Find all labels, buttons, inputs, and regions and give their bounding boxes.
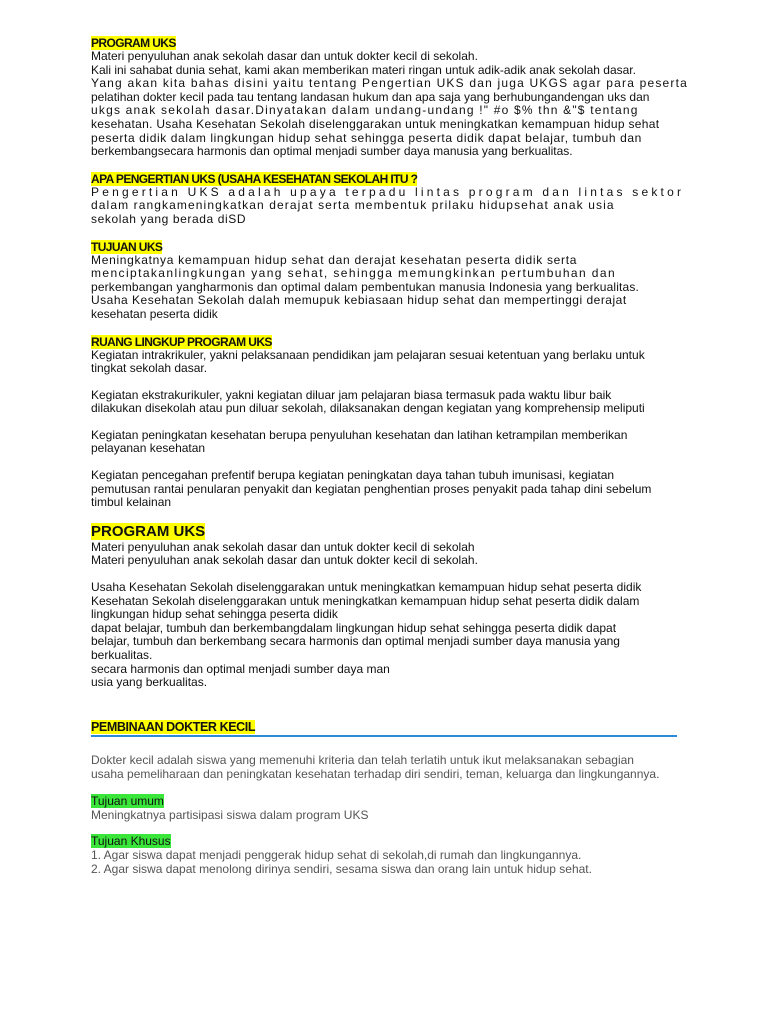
text-line: Kegiatan peningkatan kesehatan berupa penyuluhan kesehatan dan latihan ketrampilan memberikan [91, 427, 628, 442]
text-line: Materi penyuluhan anak sekolah dasar dan untuk dokter kecil di sekolah. [91, 49, 478, 63]
label-tujuan-umum: Tujuan umum [91, 793, 164, 808]
list-item: 2. Agar siswa dapat menolong dirinya sendiri, sesama siswa dan orang lain untuk hidup sehat. [91, 861, 592, 876]
text-line: usaha pemeliharaan dan peningkatan kesehatan terhadap diri sendiri, teman, keluarga dan lingkungannya. [91, 766, 660, 781]
text-line: lingkungan hidup sehat sehingga peserta didik [91, 607, 338, 622]
list-item: 1. Agar siswa dapat menjadi penggerak hidup sehat di sekolah,di rumah dan lingkungannya. [91, 847, 582, 862]
text-line: timbul kelainan [91, 495, 172, 510]
text-line: sekolah yang berada diSD [91, 211, 247, 226]
text-line: secara harmonis dan optimal menjadi sumber daya man [91, 661, 390, 676]
text-line: usia yang berkualitas. [91, 675, 208, 690]
text-line: kesehatan. Usaha Kesehatan Sekolah diselenggarakan untuk meningkatkan kemampuan hidup sehat [91, 116, 660, 131]
text-line: Meningkatnya partisipasi siswa dalam program UKS [91, 807, 369, 822]
text-line: Materi penyuluhan anak sekolah dasar dan untuk dokter kecil di sekolah [91, 539, 475, 554]
text-line: Materi penyuluhan anak sekolah dasar dan untuk dokter kecil di sekolah. [91, 553, 478, 568]
text-line: pelatihan dokter kecil pada tau tentang landasan hukum dan apa saja yang berhubungandengan uks dan [91, 89, 650, 104]
document-page [91, 36, 691, 876]
heading-program-uks: PROGRAM UKS [91, 36, 176, 50]
text-line: Meningkatnya kemampuan hidup sehat dan derajat kesehatan peserta didik serta [91, 252, 578, 267]
text-line: peserta didik dalam lingkungan hidup sehat sehingga peserta didik dapat belajar, tumbuh dan [91, 130, 642, 145]
label-tujuan-khusus: Tujuan Khusus [91, 833, 171, 848]
text-line: tingkat sekolah dasar. [91, 361, 208, 376]
text-line: dapat belajar, tumbuh dan berkembangdalam lingkungan hidup sehat sehingga peserta didik dapat [91, 620, 617, 635]
text-line: kesehatan peserta didik [91, 306, 218, 321]
text-line: Kesehatan Sekolah diselenggarakan untuk meningkatkan kemampuan hidup sehat peserta didik dalam [91, 593, 640, 608]
text-line: Pengertian UKS adalah upaya terpadu lintas program dan lintas sektor [91, 184, 685, 199]
text-line: Dokter kecil adalah siswa yang memenuhi kriteria dan telah terlatih untuk ikut melaksanakan sebagian [91, 752, 634, 767]
text-line: Kegiatan pencegahan prefentif berupa kegiatan peningkatan daya tahan tubuh imunisasi, kegiatan [91, 468, 615, 483]
text-line: ukgs anak sekolah dasar.Dinyatakan dalam undang-undang !" #o $% thn &"$ tentang [91, 103, 639, 118]
text-line: Kali ini sahabat dunia sehat, kami akan memberikan materi ringan untuk adik-adik anak sekolah dasar. [91, 62, 636, 77]
heading-program-uks-large: PROGRAM UKS [91, 522, 206, 540]
text-line: pemutusan rantai penularan penyakit dan kegiatan penghentian proses penyakit pada tahap dini sebelum [91, 481, 652, 496]
heading-ruang-lingkup: RUANG LINGKUP PROGRAM UKS [91, 334, 272, 349]
text-line: Usaha Kesehatan Sekolah dalah memupuk kebiasaan hidup sehat dan mempertinggi derajat [91, 293, 627, 308]
text-line: berkembangsecara harmonis dan optimal menjadi sumber daya manusia yang berkualitas. [91, 144, 573, 159]
text-line: dalam rangkameningkatkan derajat serta membentuk prilaku hidupsehat anak usia [91, 198, 615, 213]
text-line: Kegiatan intrakrikuler, yakni pelaksanaan pendidikan jam pelajaran sesuai ketentuan yang berlaku untuk [91, 347, 645, 362]
heading-pembinaan-dokter-kecil [91, 720, 677, 737]
text-line: Yang akan kita bahas disini yaitu tentang Pengertian UKS dan juga UKGS agar para peserta [91, 76, 689, 91]
text-line: Usaha Kesehatan Sekolah diselenggarakan untuk meningkatkan kemampuan hidup sehat peserta didik [91, 580, 642, 595]
heading-tujuan-uks: TUJUAN UKS [91, 239, 163, 254]
text-line: menciptakanlingkungan yang sehat, sehingga memungkinkan pertumbuhan dan [91, 266, 617, 281]
text-line: pelayanan kesehatan [91, 441, 206, 456]
text-line: berkualitas. [91, 648, 153, 662]
text-line: Kegiatan ekstrakurikuler, yakni kegiatan diluar jam pelajaran biasa termasuk pada waktu libur baik [91, 387, 612, 402]
heading-apa-pengertian-uks: APA PENGERTIAN UKS (USAHA KESEHATAN SEKOLAH ITU ? [91, 171, 418, 186]
heading-pembinaan-text: PEMBINAAN DOKTER KECIL [91, 719, 256, 734]
text-line: dilakukan disekolah atau pun diluar sekolah, dilaksanakan dengan kegiatan yang komprehensip meliputi [91, 401, 645, 416]
text-line: perkembangan yangharmonis dan optimal dalam pembentukan manusia Indonesia yang berkualitas. [91, 279, 639, 294]
text-line: belajar, tumbuh dan berkembang secara harmonis dan optimal menjadi sumber daya manusia yang [91, 634, 620, 649]
